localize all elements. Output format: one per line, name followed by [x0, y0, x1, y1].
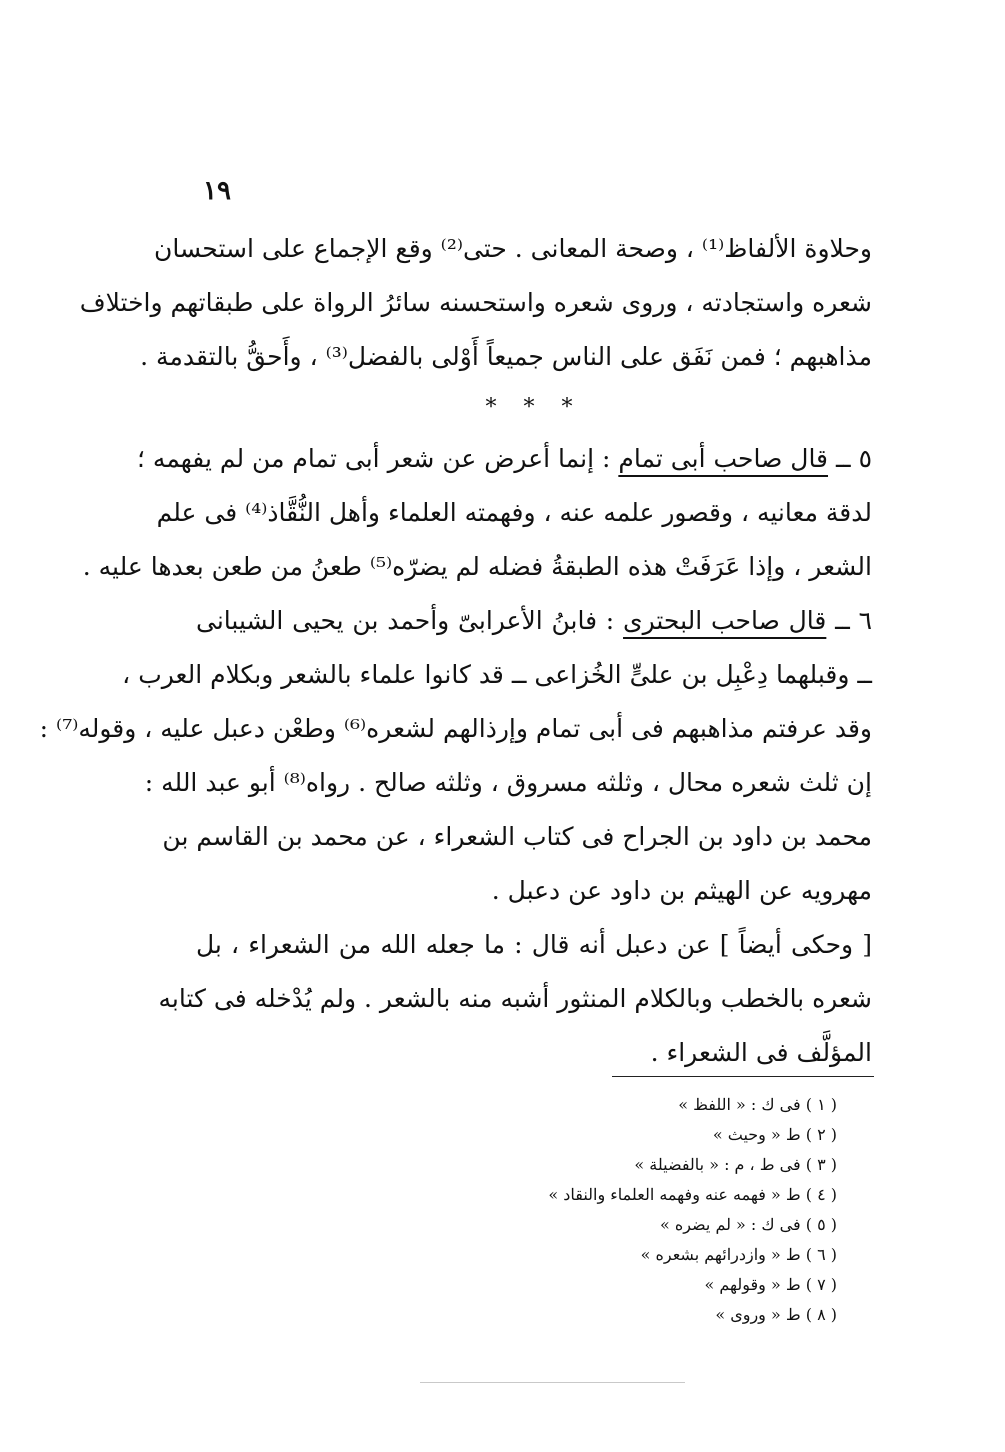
footnote-2: ( ٢ ) ط « وحيث »: [712, 1125, 837, 1144]
footnote-divider: [612, 1076, 874, 1077]
section-separator: * * *: [485, 395, 583, 420]
text-line: محمد بن داود بن الجراح فى كتاب الشعراء ، عن محمد بن القاسم بن: [162, 822, 872, 851]
text-line: المؤلَّف فى الشعراء .: [650, 1038, 872, 1067]
text-line: وقد عرفتم مذاهبهم فى أبى تمام وإرذالهم لشعره⁽⁶⁾ وطعْن دعبل عليه ، وقوله⁽⁷⁾ :: [39, 714, 872, 743]
text-line: ــ وقبلهما دِعْبِل بن علىٍّ الخُزاعى ــ قد كانوا علماء بالشعر وبكلام العرب ،: [122, 660, 872, 689]
paragraph-1: [79, 222, 872, 384]
paragraph-6: [39, 594, 873, 918]
page-number: ١٩: [203, 176, 231, 206]
footnote-7: ( ٧ ) ط « وقولهم »: [704, 1275, 837, 1294]
text-line: شعره واستجادته ، وروى شعره واستحسنه سائرُ الرواة على طبقاتهم واختلاف: [79, 288, 872, 317]
underlined-heading: قال صاحب البحترى: [623, 606, 827, 635]
text-line: ٥ ــ قال صاحب أبى تمام : إنما أعرض عن شعر أبى تمام من لم يفهمه ؛: [137, 444, 872, 473]
footnote-1: ( ١ ) فى ك : « اللفظ »: [678, 1095, 837, 1114]
page-bottom-rule: [420, 1382, 685, 1383]
main-text: [39, 222, 873, 1080]
text-line: ٦ ــ قال صاحب البحترى : فابنُ الأعرابىّ وأحمد بن يحيى الشيبانى: [196, 606, 873, 635]
text-line: وحلاوة الألفاظ⁽¹⁾ ، وصحة المعانى . حتى⁽²⁾ وقع الإجماع على استحسان: [154, 234, 872, 263]
footnotes: [548, 1090, 837, 1330]
text-line: مهرويه عن الهيثم بن داود عن دعبل .: [491, 876, 872, 905]
text-line: لدقة معانيه ، وقصور علمه عنه ، وفهمته العلماء وأهل النُّقَّاذ⁽⁴⁾ فى علم: [156, 498, 872, 527]
text-line: إن ثلث شعره محال ، وثلثه مسروق ، وثلثه صالح . رواه⁽⁸⁾ أبو عبد الله :: [144, 768, 872, 797]
footnote-5: ( ٥ ) فى ك : « لم يضره »: [659, 1215, 837, 1234]
paragraph-7: [158, 918, 872, 1080]
text-line: شعره بالخطب وبالكلام المنثور أشبه منه بالشعر . ولم يُدْخله فى كتابه: [158, 984, 872, 1013]
text-line: مذاهبهم ؛ فمن نَفَق على الناس جميعاً أَوْلى بالفضل⁽³⁾ ، وأَحقُّ بالتقدمة .: [140, 342, 872, 371]
paragraph-5: [82, 432, 872, 594]
footnote-8: ( ٨ ) ط « وروى »: [715, 1305, 837, 1324]
underlined-heading: قال صاحب أبى تمام: [618, 444, 829, 473]
text-line: الشعر ، وإذا عَرَفَتْ هذه الطبقةُ فضله لم يضرّه⁽⁵⁾ طعنُ من طعن بعدها عليه .: [82, 552, 872, 581]
footnote-3: ( ٣ ) فى ط ، م : « بالفضيلة »: [634, 1155, 837, 1174]
text-line: [ وحكى أيضاً ] عن دعبل أنه قال : ما جعله الله من الشعراء ، بل: [196, 930, 872, 959]
footnote-6: ( ٦ ) ط « وازدرائهم بشعره »: [640, 1245, 837, 1264]
footnote-4: ( ٤ ) ط « فهمه عنه وفهمه العلماء والنقاد »: [548, 1185, 837, 1204]
